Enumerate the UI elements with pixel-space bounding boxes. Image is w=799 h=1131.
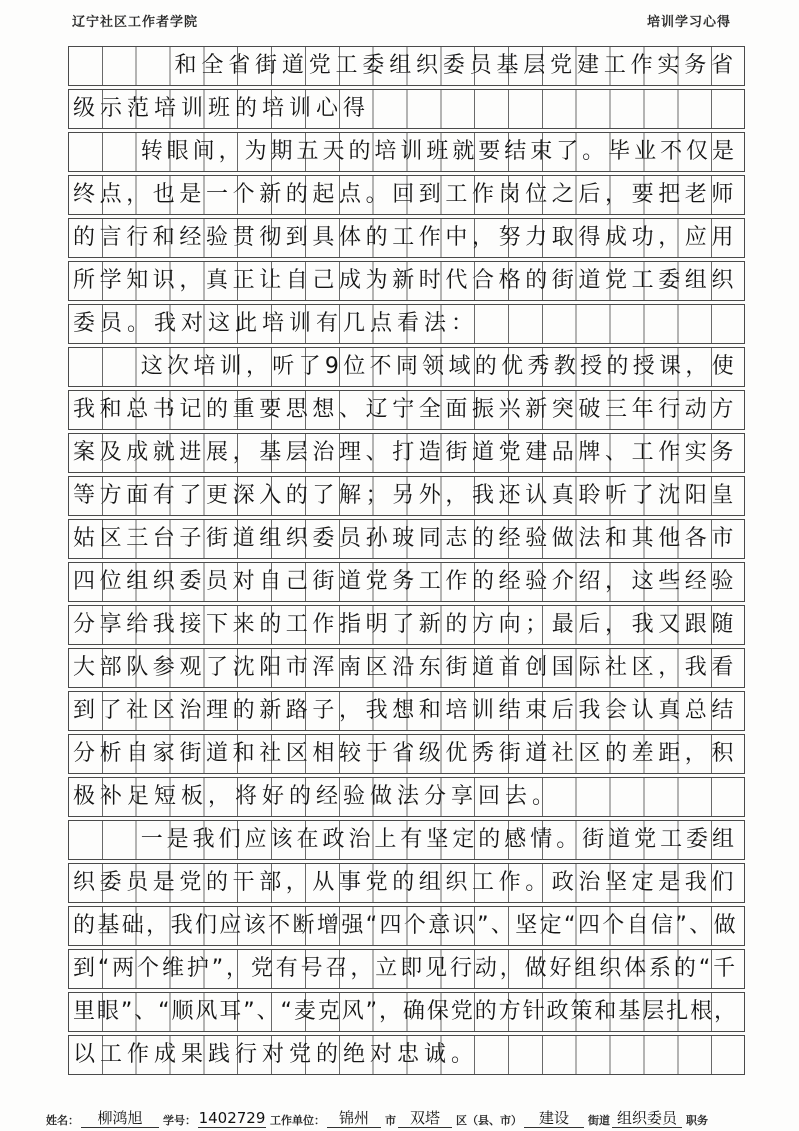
- grid-row: [68, 863, 745, 903]
- position-value: 组织委员: [612, 1109, 682, 1128]
- grid-row: [68, 175, 745, 215]
- text-line: 到“两个维护”，党有号召，立即见行动，做好组织体系的“千: [73, 956, 738, 981]
- grid-row: [68, 46, 745, 86]
- street-value: 建设: [524, 1109, 584, 1128]
- grid-row: [68, 218, 745, 258]
- name-value: 柳鸿旭: [81, 1109, 159, 1128]
- text-line: 一是我们应该在政治上有坚定的感情。街道党工委组: [140, 827, 738, 852]
- title-line: 级示范培训班的培训心得: [73, 96, 371, 121]
- text-line: 四位组织委员对自己街道党务工作的经验介绍，这些经验: [73, 569, 738, 594]
- institution-header: 辽宁社区工作者学院: [72, 15, 199, 30]
- grid-row: [68, 261, 745, 301]
- text-line: 分析自家街道和社区相较于省级优秀街道社区的差距，积: [73, 741, 738, 766]
- grid-row: [68, 519, 745, 559]
- grid-row: [68, 132, 745, 172]
- grid-row: [68, 390, 745, 430]
- grid-row: [68, 992, 745, 1032]
- grid-row: [68, 562, 745, 602]
- student-info-footer: [46, 1106, 766, 1128]
- document-type-header: 培训学习心得: [646, 15, 731, 30]
- grid-row: [68, 691, 745, 731]
- text-line: 等方面有了更深入的了解；另外，我还认真聆听了沈阳皇: [73, 483, 738, 508]
- grid-row: [68, 734, 745, 774]
- position-suffix: 职务: [686, 1114, 708, 1127]
- text-line: 的基础，我们应该不断增强“四个意识”、坚定“四个自信”、做: [73, 913, 738, 938]
- district-value: 双塔: [398, 1109, 452, 1128]
- text-line: 织委员是党的干部，从事党的组织工作。政治坚定是我们: [73, 870, 738, 895]
- work-unit-label: 工作单位：: [270, 1114, 325, 1127]
- text-line: 以工作成果践行对党的绝对忠诚。: [73, 1042, 479, 1067]
- text-line: 大部队参观了沈阳市浑南区沿东街道首创国际社区，我看: [73, 655, 738, 680]
- grid-row: [68, 777, 745, 817]
- district-suffix: 区（县、市）: [456, 1114, 522, 1127]
- title-line: 和全省街道党工委组织委员基层党建工作实务省: [174, 53, 738, 78]
- grid-row: [68, 304, 745, 344]
- grid-row: [68, 1035, 745, 1075]
- text-line: 案及成就进展，基层治理、打造街道党建品牌、工作实务: [73, 440, 738, 465]
- text-line: 姑区三台子街道组织委员孙玻同志的经验做法和其他各市: [73, 526, 738, 551]
- text-line: 里眼”、“顺风耳”、“麦克风”，确保党的方针政策和基层扎根，: [73, 999, 738, 1024]
- grid-row: [68, 820, 745, 860]
- name-label: 姓名：: [46, 1114, 79, 1127]
- text-line: 所学知识，真正让自己成为新时代合格的街道党工委组织: [73, 268, 738, 293]
- text-line: 分享给我接下来的工作指明了新的方向；最后，我又跟随: [73, 612, 738, 637]
- manuscript-grid: [68, 46, 745, 1078]
- grid-row: [68, 648, 745, 688]
- city-suffix: 市: [385, 1114, 396, 1127]
- city-value: 锦州: [327, 1109, 381, 1128]
- grid-row: [68, 89, 745, 129]
- student-id-value: 1402729: [198, 1109, 266, 1127]
- street-suffix: 街道: [588, 1114, 610, 1127]
- text-line: 这次培训，听了9位不同领域的优秀教授的授课，使: [140, 354, 738, 379]
- text-line: 转眼间，为期五天的培训班就要结束了。毕业不仅是: [140, 139, 738, 164]
- grid-row: [68, 476, 745, 516]
- grid-row: [68, 906, 745, 946]
- text-line: 到了社区治理的新路子，我想和培训结束后我会认真总结: [73, 698, 738, 723]
- grid-row: [68, 949, 745, 989]
- grid-row: [68, 433, 745, 473]
- text-line: 终点，也是一个新的起点。回到工作岗位之后，要把老师: [73, 182, 738, 207]
- text-line: 我和总书记的重要思想、辽宁全面振兴新突破三年行动方: [73, 397, 738, 422]
- grid-row: [68, 605, 745, 645]
- student-id-label: 学号：: [163, 1114, 196, 1127]
- grid-row: [68, 347, 745, 387]
- text-line: 极补足短板，将好的经验做法分享回去。: [73, 784, 560, 809]
- text-line: 的言行和经验贯彻到具体的工作中，努力取得成功，应用: [73, 225, 738, 250]
- text-line: 委员。我对这此培训有几点看法：: [73, 311, 479, 336]
